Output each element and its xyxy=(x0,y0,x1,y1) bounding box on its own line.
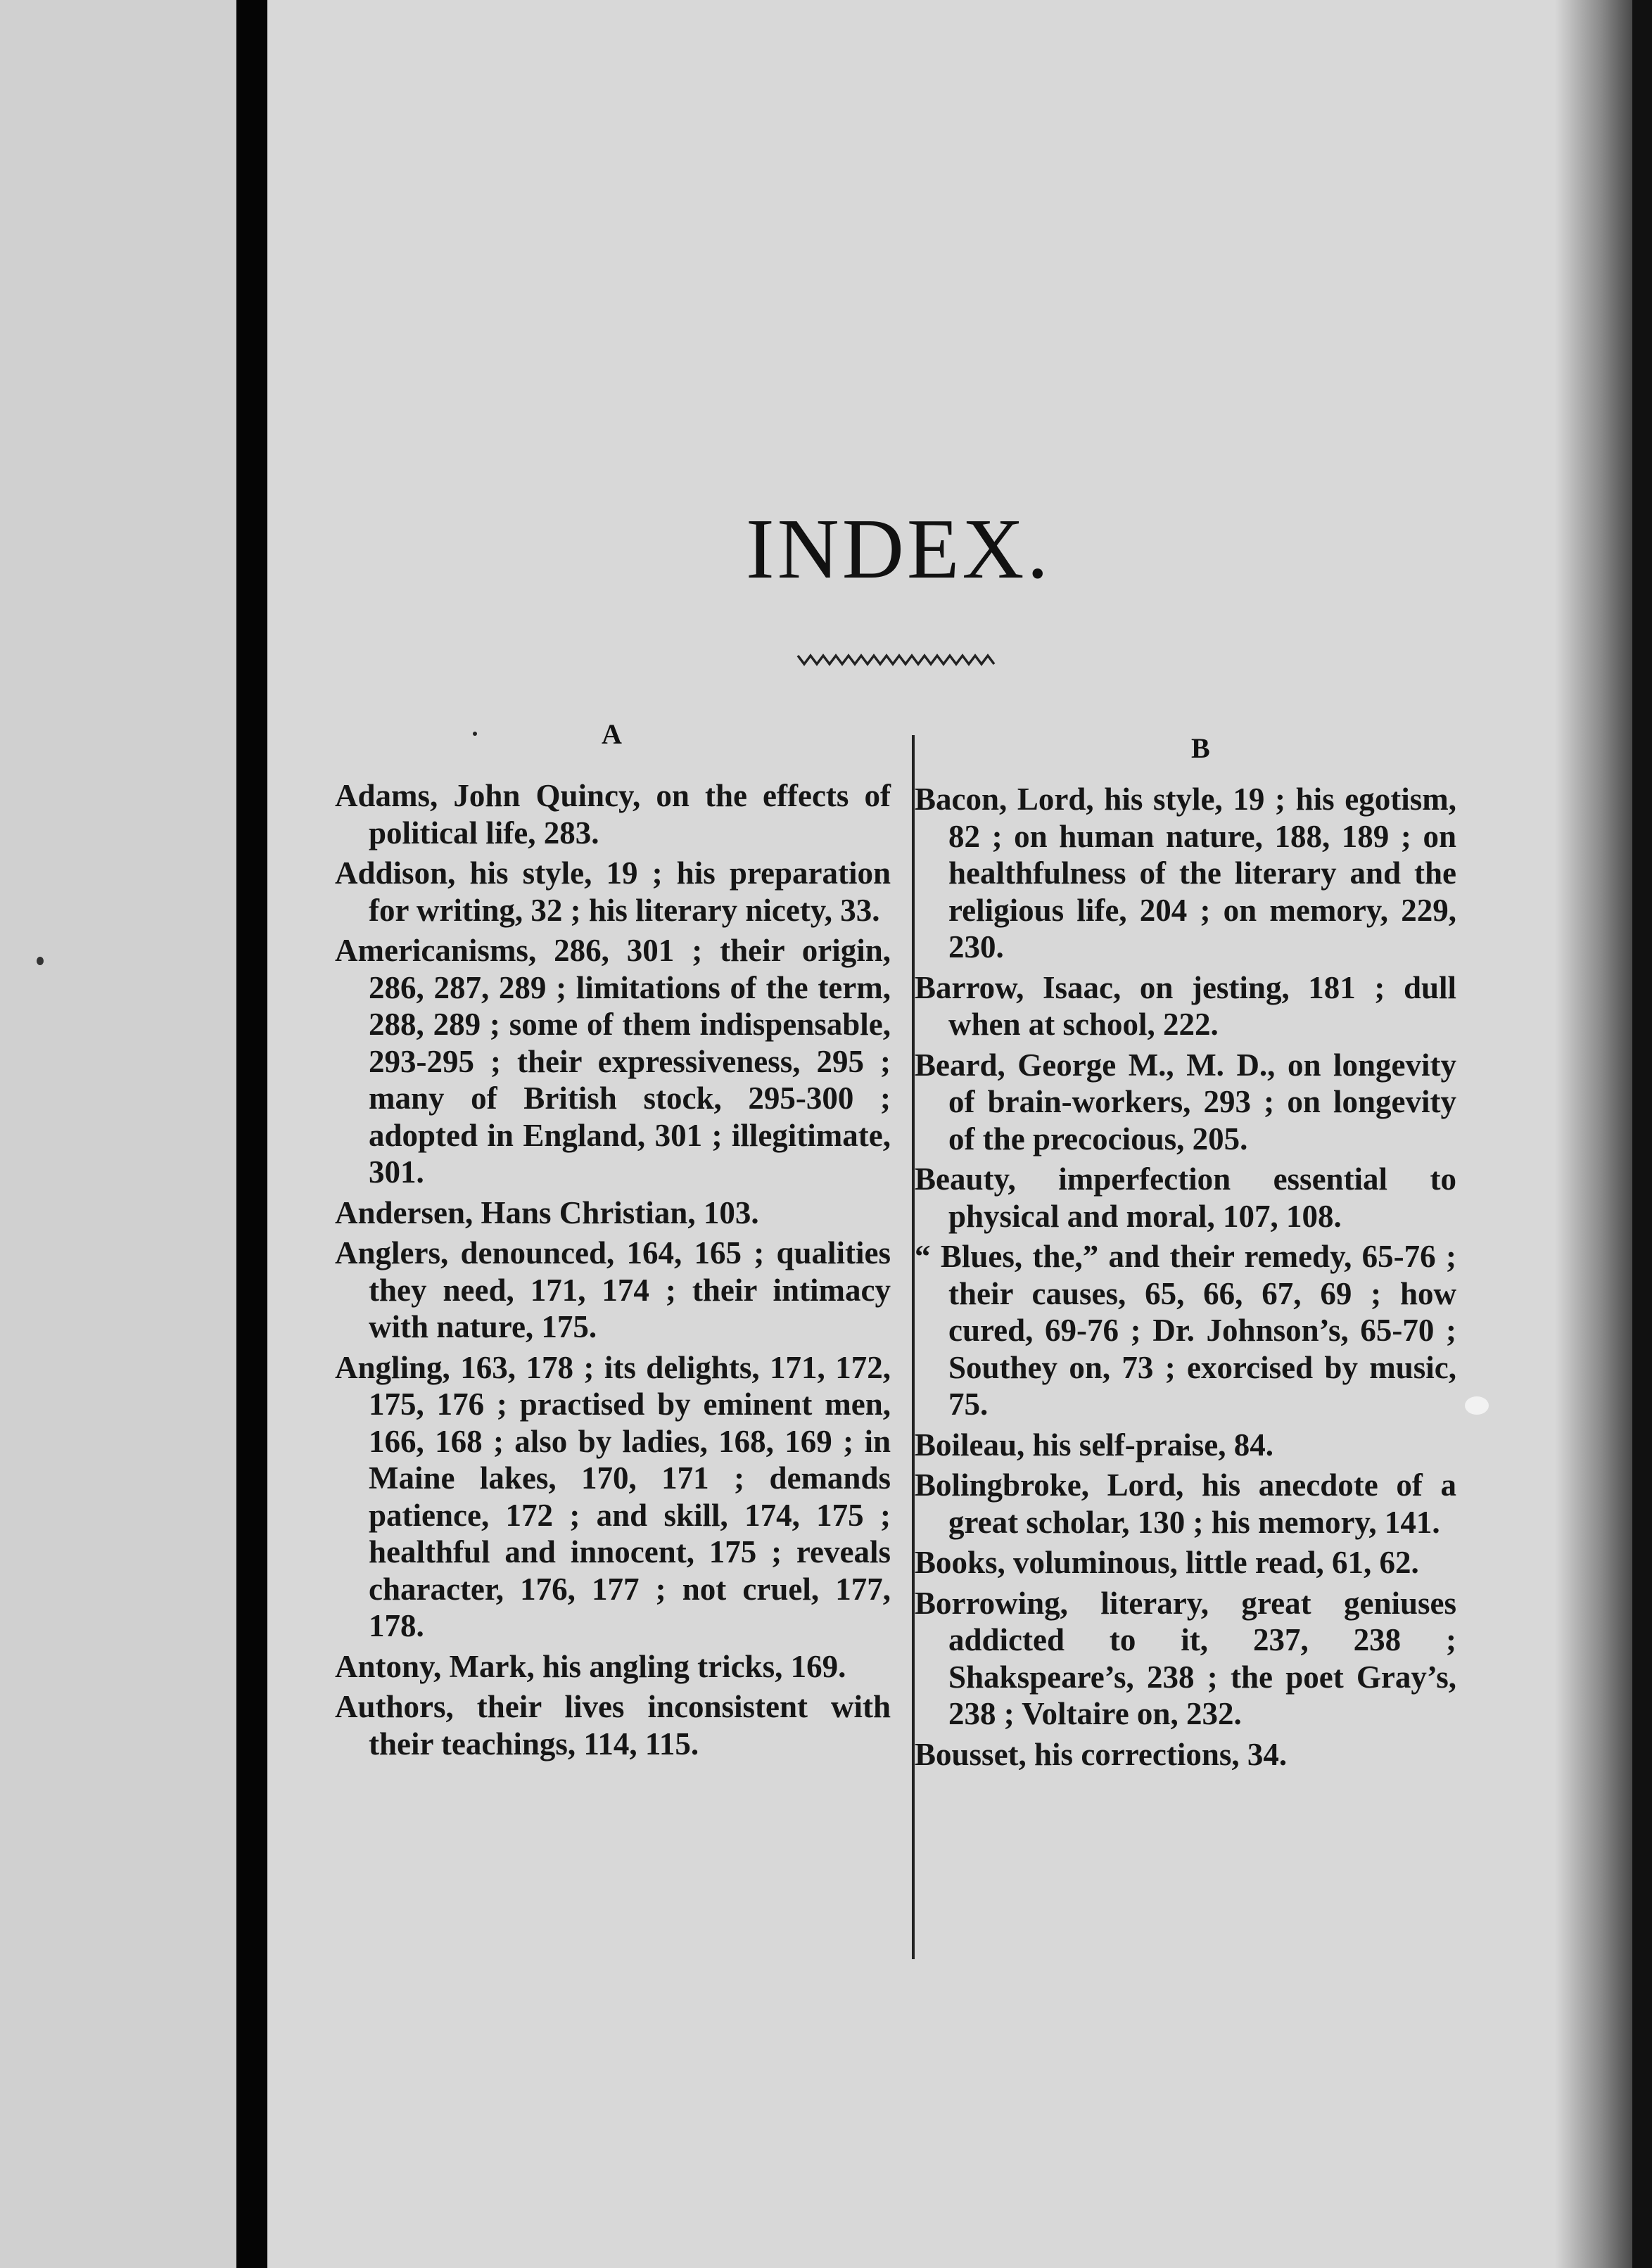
book-gutter xyxy=(236,0,267,2268)
index-entry: Andersen, Hans Christian, 103. xyxy=(335,1194,759,1230)
paper-speck xyxy=(1465,1396,1489,1415)
index-column-b xyxy=(915,781,1456,1776)
index-entry: Addison, his style, 19 ; his preparation for writing, 32 ; his literary nicety, 33. xyxy=(335,855,891,928)
section-heading-b: B xyxy=(1191,732,1210,764)
index-entry: Beard, George M., M. D., on longevity of brain-workers, 293 ; on longevity of the precocious, 205. xyxy=(915,1047,1456,1157)
index-entry: Beauty, imperfection essential to physical and moral, 107, 108. xyxy=(915,1161,1456,1234)
index-entry: Anglers, denounced, 164, 165 ; qualities they need, 171, 174 ; their intimacy with nature, 175. xyxy=(335,1235,891,1344)
section-heading-a: A xyxy=(602,718,622,750)
left-page-margin xyxy=(0,0,236,2268)
index-entry: Bousset, his corrections, 34. xyxy=(915,1736,1288,1772)
index-entry: Barrow, Isaac, on jesting, 181 ; dull when at school, 222. xyxy=(915,969,1456,1042)
page-edge-shadow xyxy=(1555,0,1632,2268)
index-entry: Boileau, his self-praise, 84. xyxy=(915,1427,1274,1463)
index-entry: Bolingbroke, Lord, his anecdote of a great scholar, 130 ; his memory, 141. xyxy=(915,1467,1456,1540)
index-entry: Antony, Mark, his angling tricks, 169. xyxy=(335,1648,846,1684)
index-entry: “ Blues, the,” and their remedy, 65-76 ; their causes, 65, 66, 67, 69 ; how cured, 69-76 ; Dr. Johnson’s, 65-70 ; Southey on, 73 ; exorcised by music, 75. xyxy=(915,1239,1456,1422)
ink-speck xyxy=(37,957,44,965)
page-border xyxy=(1632,0,1652,2268)
index-entry: Borrowing, literary, great geniuses addicted to it, 237, 238 ; Shakspeare’s, 238 ; the poet Gray’s, 238 ; Voltaire on, 232. xyxy=(915,1585,1456,1731)
page-title: INDEX. xyxy=(746,502,1051,597)
wavy-rule-ornament xyxy=(795,647,1006,671)
index-entry: Books, voluminous, little read, 61, 62. xyxy=(915,1545,1419,1580)
index-entry: Angling, 163, 178 ; its delights, 171, 172, 175, 176 ; practised by eminent men, 166, 168 ; also by ladies, 168, 169 ; in Maine lakes, 170, 171 ; demands patience, 172 ; and skill, 174, 175 ; healthful and innocent, 175 ; reveals character, 176, 177 ; not cruel, 177, 178. xyxy=(335,1349,891,1643)
index-entry: Americanisms, 286, 301 ; their origin, 286, 287, 289 ; limitations of the term, 288, 289 ; some of them indispensable, 293-295 ; their expressiveness, 295 ; many of British stock, 295-300 ; adopted in England, 301 ; illegitimate, 301. xyxy=(335,933,891,1190)
index-entry: Bacon, Lord, his style, 19 ; his egotism, 82 ; on human nature, 188, 189 ; on healthfulness of the literary and the religious life, 204 ; on memory, 229, 230. xyxy=(915,782,1456,964)
index-entry: Authors, their lives inconsistent with their teachings, 114, 115. xyxy=(335,1689,891,1761)
stray-dot xyxy=(473,732,477,736)
index-entry: Adams, John Quincy, on the effects of political life, 283. xyxy=(335,778,891,850)
index-column-a xyxy=(335,777,891,1766)
